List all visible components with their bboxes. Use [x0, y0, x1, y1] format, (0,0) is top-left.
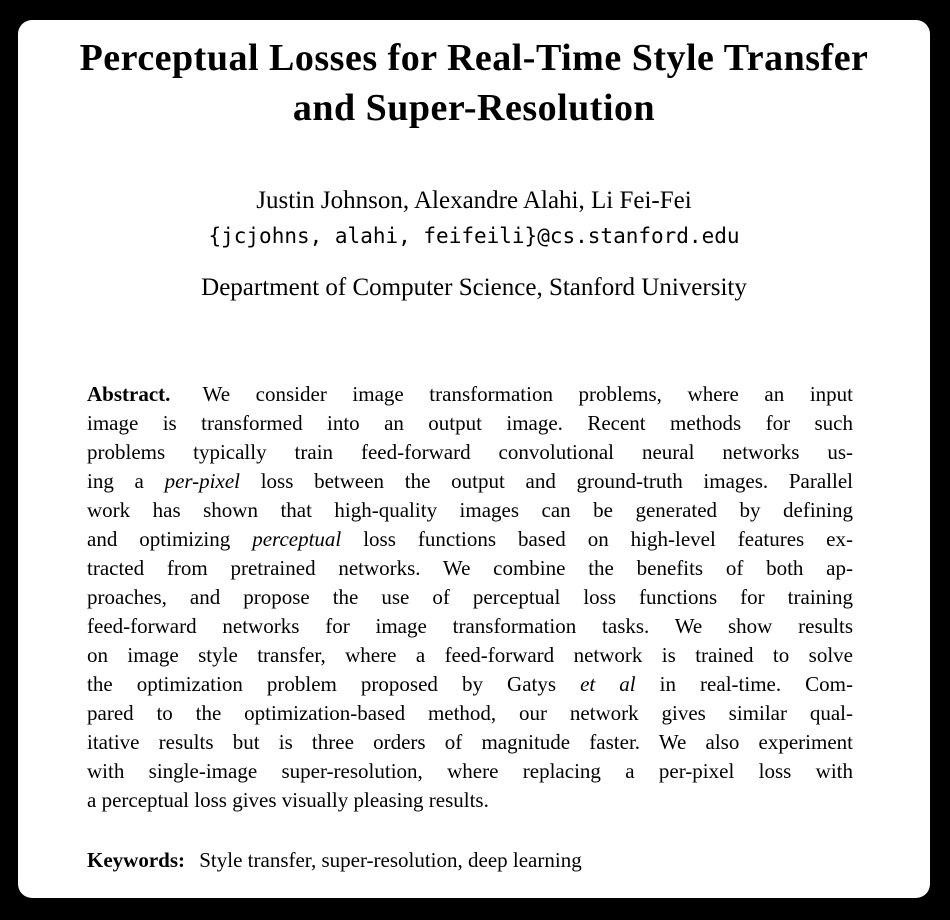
abstract-line: feed-forward networks for image transformation tasks. We show results	[87, 614, 853, 638]
abstract-line: pared to the optimization-based method, our network gives similar qual-	[87, 701, 853, 725]
paper-title-line-2: and Super-Resolution	[292, 87, 656, 129]
abstract-line: tracted from pretrained networks. We combine the benefits of both ap-	[87, 556, 853, 580]
emails-line: {jcjohns, alahi, feifeili}@cs.stanford.edu	[208, 224, 740, 248]
abstract-line: proaches, and propose the use of perceptual loss functions for training	[87, 585, 853, 609]
abstract-line: a perceptual loss gives visually pleasing results.	[87, 788, 489, 812]
paper-title	[18, 33, 930, 133]
abstract-line: on image style transfer, where a feed-forward network is trained to solve	[87, 643, 853, 667]
abstract-line: with single-image super-resolution, where replacing a per-pixel loss with	[87, 759, 853, 783]
abstract-line: image is transformed into an output image. Recent methods for such	[87, 411, 853, 435]
abstract-line: ing a per-pixel loss between the output and ground-truth images. Parallel	[87, 469, 854, 493]
abstract-line: work has shown that high-quality images can be generated by defining	[87, 498, 853, 522]
abstract-line: the optimization problem proposed by Gatys et al in real-time. Com-	[87, 672, 853, 696]
affiliation-line: Department of Computer Science, Stanford University	[201, 274, 747, 301]
abstract-line: problems typically train feed-forward convolutional neural networks us-	[87, 440, 853, 464]
abstract-line: itative results but is three orders of magnitude faster. We also experiment	[87, 730, 853, 754]
abstract-line: Abstract. We consider image transformation problems, where an input	[87, 382, 853, 406]
abstract-section	[87, 380, 853, 815]
abstract-line: and optimizing perceptual loss functions based on high-level features ex-	[87, 527, 853, 551]
keywords-line: Keywords: Style transfer, super-resolution, deep learning	[87, 848, 582, 872]
authors-line: Justin Johnson, Alexandre Alahi, Li Fei-Fei	[256, 187, 692, 214]
paper-title-line-1: Perceptual Losses for Real-Time Style Transfer	[79, 37, 869, 79]
paper-page	[18, 20, 930, 898]
